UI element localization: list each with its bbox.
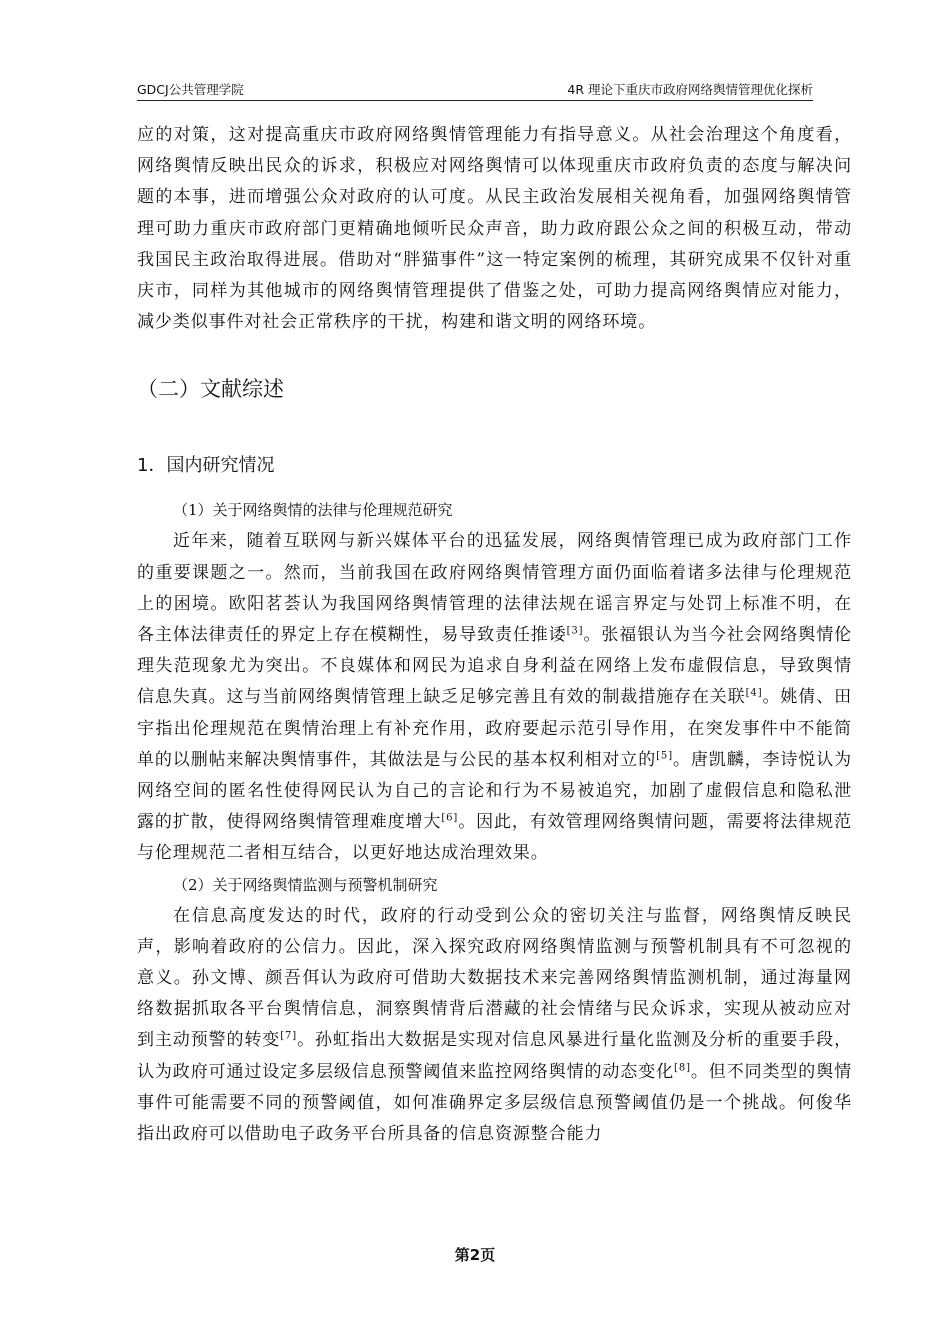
topic2-heading: （2）关于网络舆情监测与预警机制研究 <box>173 875 438 894</box>
section-heading: （二）文献综述 <box>137 377 284 402</box>
citation-ref: [3] <box>566 625 584 637</box>
intro-paragraph: 应的对策，这对提高重庆市政府网络舆情管理能力有指导意义。从社会治理这个角度看，网络舆情反映出民众的诉求，积极应对网络舆情可以体现重庆市政府负责的态度与解决问题的本事，进而增强公众对政府的认可度。从民主政治发展相关视角看，加强网络舆情管理可助力重庆市政府部门更精确地倾听民众声音，助力政府跟公众之间的积极互动，带动我国民主政治取得进展。借助对“胖猫事件”这一特定案例的梳理，其研究成果不仅针对重庆市，同样为其他城市的网络舆情管理提供了借鉴之处，可助力提高网络舆情应对能力，减少类似事件对社会正常秩序的干扰，构建和谐文明的网络环境。 <box>137 125 852 333</box>
header-institution: GDCJ公共管理学院 <box>137 82 244 97</box>
header-thesis-title: 4R 理论下重庆市政府网络舆情管理优化探析 <box>567 82 813 97</box>
citation-ref: [5] <box>656 750 673 762</box>
citation-ref: [7] <box>280 1030 298 1042</box>
page-header <box>137 78 813 101</box>
citation-ref: [6] <box>441 812 459 824</box>
citation-ref: [8] <box>674 1062 691 1074</box>
topic1-paragraph: 近年来，随着互联网与新兴媒体平台的迅猛发展，网络舆情管理已成为政府部门工作的重要课题之一。然而，当前我国在政府网络舆情管理方面仍面临着诸多法律与伦理规范上的困境。欧阳茗荟认为我国网络舆情管理的法律法规在谣言界定与处罚上标准不明，在各主体法律责任的界定上存在模糊性，易导致责任推诿[3]。张福银认为当今社会网络舆情伦理失范现象尤为突出。不良媒体和网民为追求自身利益在网络上发布虚假信息，导致舆情信息失真。这与当前网络舆情管理上缺乏足够完善且有效的制裁措施存在关联[4]。姚倩、田宇指出伦理规范在舆情治理上有补充作用，政府要起示范引导作用，在突发事件中不能简单的以删帖来解决舆情事件，其做法是与公民的基本权利相对立的[5]。唐凯麟，李诗悦认为网络空间的匿名性使得网民认为自己的言论和行为不易被追究，加剧了虚假信息和隐私泄露的扩散，使得网络舆情管理难度增大[6]。因此，有效管理网络舆情问题，需要将法律规范与伦理规范二者相互结合，以更好地达成治理效果。 <box>137 531 853 864</box>
topic2-paragraph: 在信息高度发达的时代，政府的行动受到公众的密切关注与监督，网络舆情反映民声，影响着政府的公信力。因此，深入探究政府网络舆情监测与预警机制具有不可忽视的意义。孙文博、颜吾佴认为政府可借助大数据技术来完善网络舆情监测机制，通过海量网络数据抓取各平台舆情信息，洞察舆情背后潜藏的社会情绪与民众诉求，实现从被动应对到主动预警的转变[7]。孙虹指出大数据是实现对信息风暴进行量化监测及分析的重要手段，认为政府可通过设定多层级信息预警阈值来监控网络舆情的动态变化[8]。但不同类型的舆情事件可能需要不同的预警阈值，如何准确界定多层级信息预警阈值仍是一个挑战。何俊华指出政府可以借助电子政务平台所具备的信息资源整合能力 <box>137 905 852 1145</box>
page-content <box>137 120 852 1150</box>
citation-ref: [4] <box>745 687 763 699</box>
subsection-heading: 1．国内研究情况 <box>137 455 275 477</box>
topic1-heading: （1）关于网络舆情的法律与伦理规范研究 <box>173 501 453 520</box>
page-number: 第2页 <box>454 1246 496 1264</box>
